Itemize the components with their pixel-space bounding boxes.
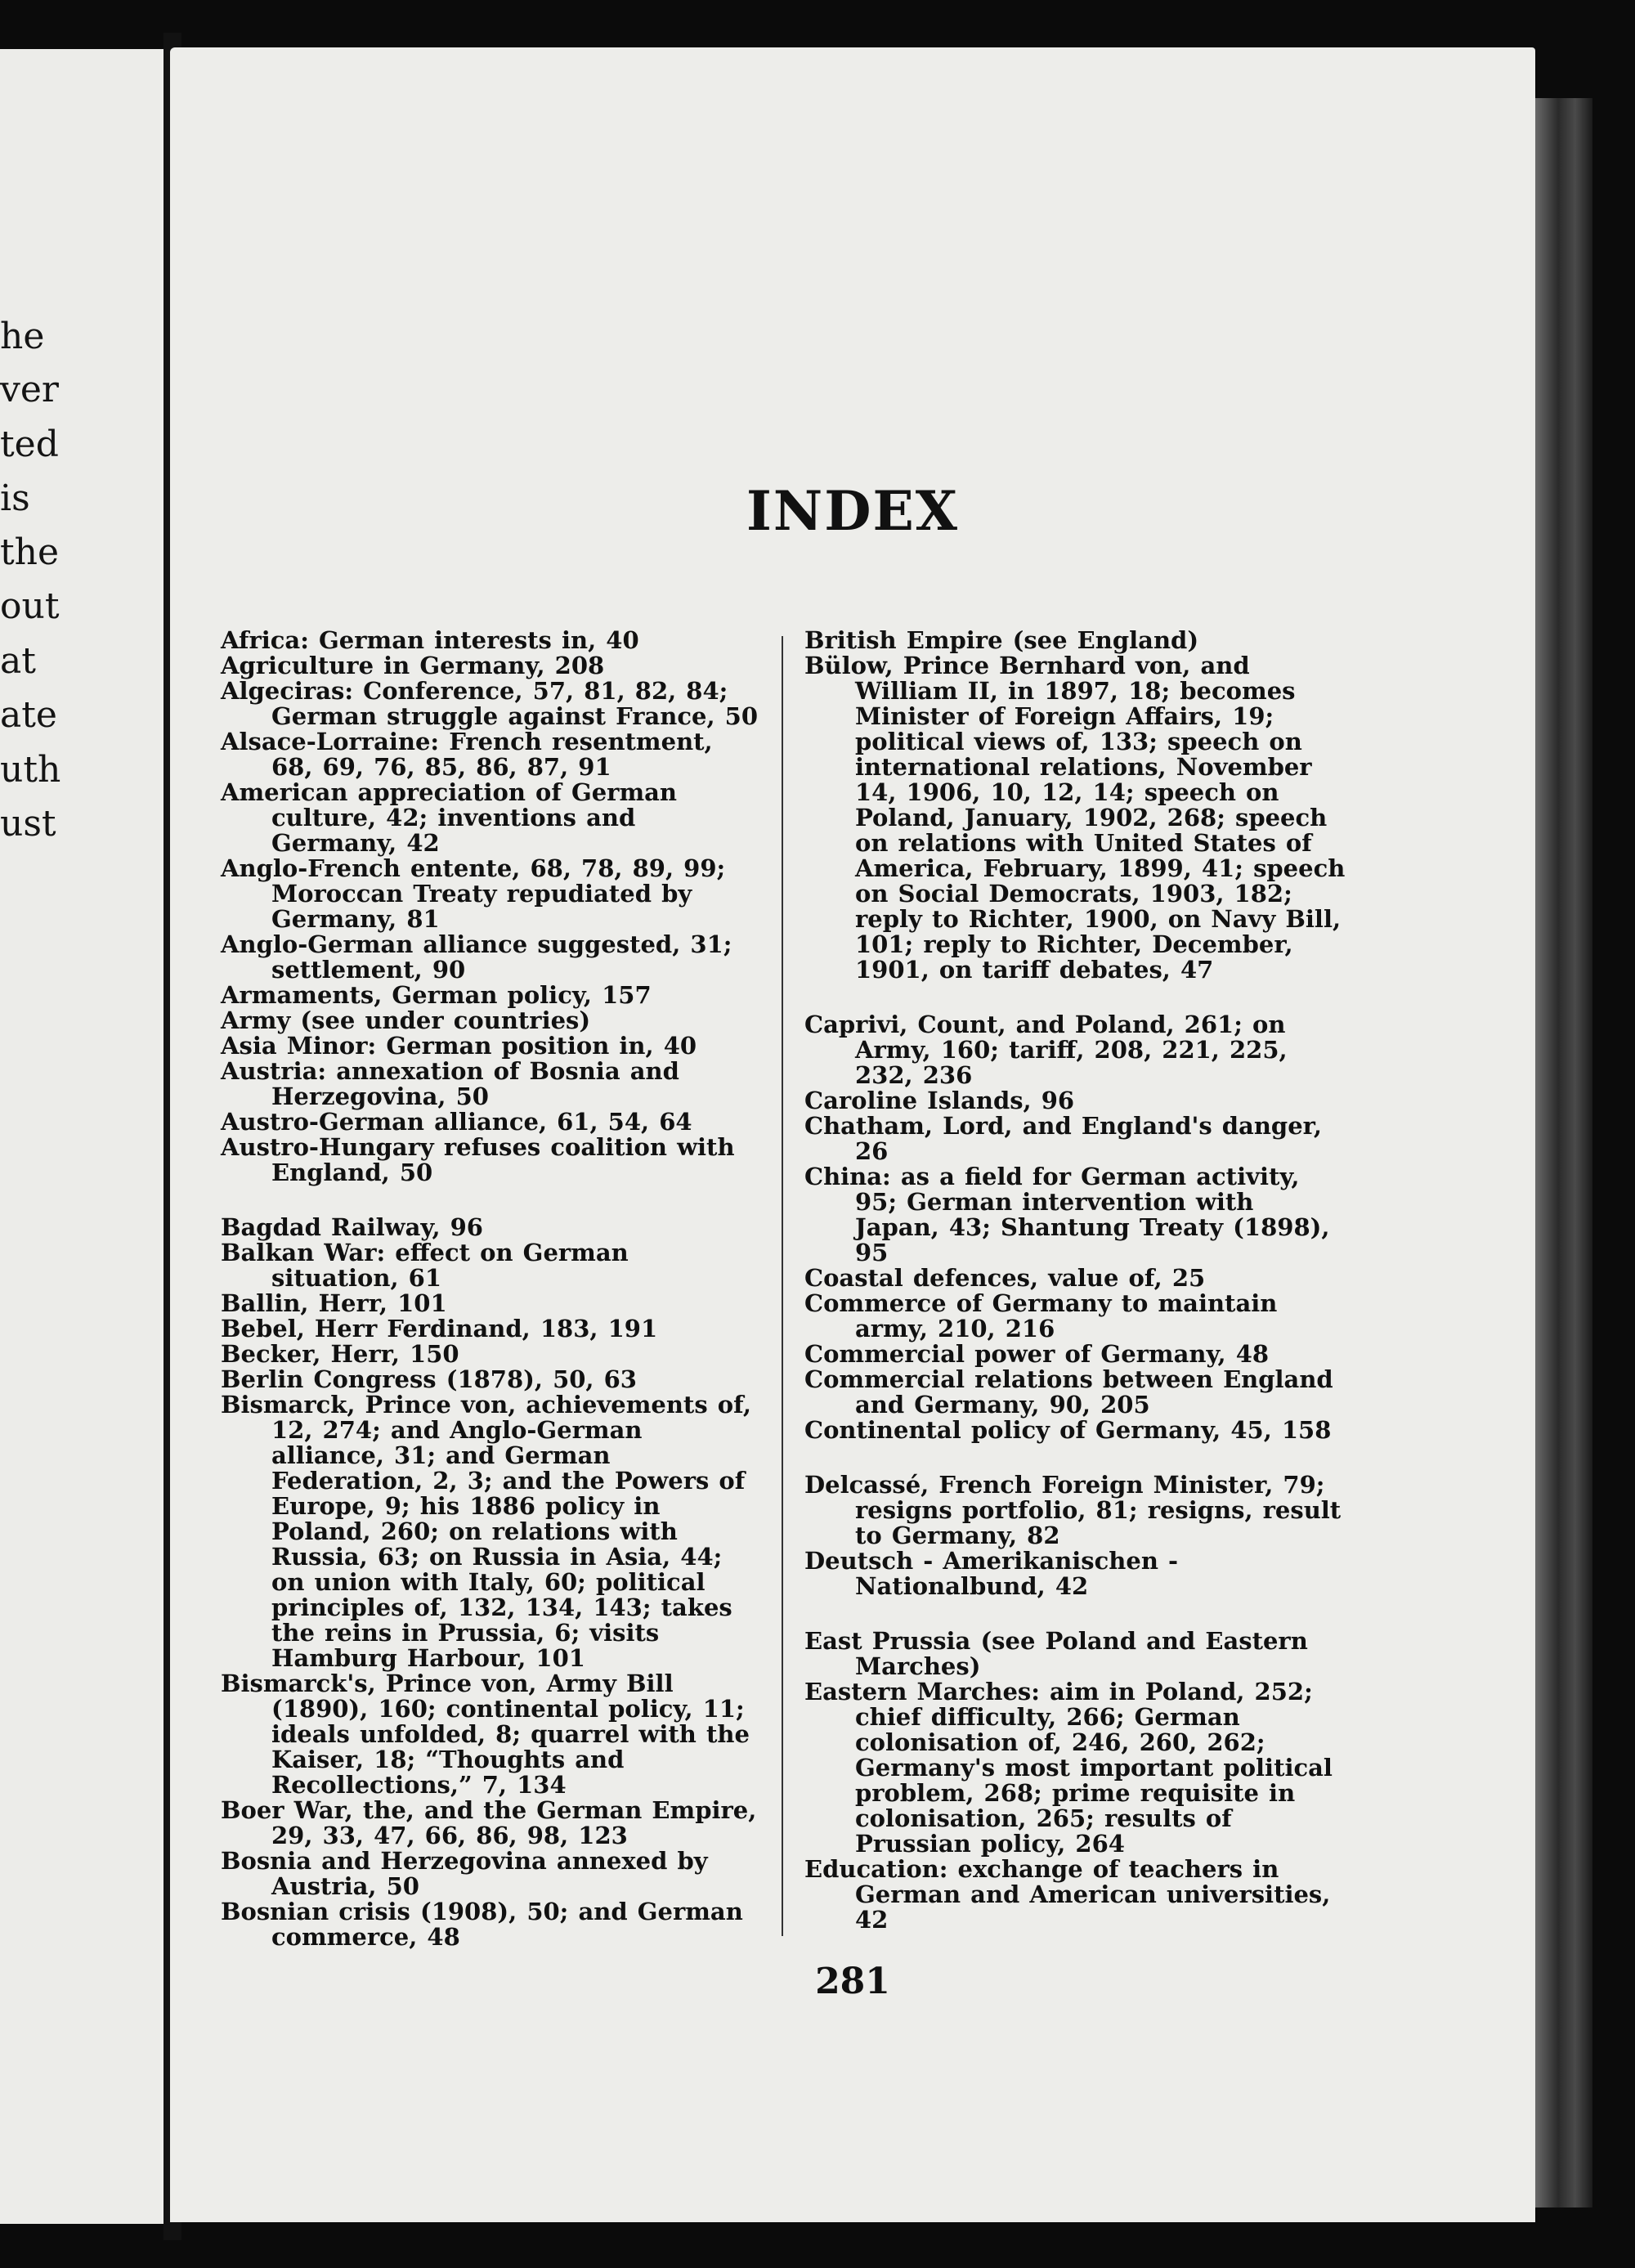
text-fragment: he	[0, 316, 45, 357]
index-entry: Bismarck's, Prince von, Army Bill (1890), 160; continental policy, 11; ideals unfolded, 8; quarrel with the Kaiser, 18; “Thoughts and Recollections,” 7, 134	[221, 1670, 750, 1799]
index-entry: American appreciation of German culture, 42; inventions and Germany, 42	[221, 778, 678, 857]
index-entry: Armaments, German policy, 157	[221, 981, 652, 1009]
page-title: INDEX	[746, 479, 959, 543]
index-entry: Bosnian crisis (1908), 50; and German commerce, 48	[221, 1898, 743, 1951]
index-column-right	[804, 628, 1346, 1933]
index-entry: Austria: annexation of Bosnia and Herzegovina, 50	[221, 1057, 679, 1110]
index-entry: Education: exchange of teachers in German and American universities, 42	[804, 1855, 1331, 1934]
index-page	[170, 47, 1535, 2222]
index-entry: Coastal defences, value of, 25	[804, 1264, 1206, 1292]
index-entry: Asia Minor: German position in, 40	[221, 1032, 697, 1060]
index-entry: Bebel, Herr Ferdinand, 183, 191	[221, 1315, 658, 1342]
text-fragment: ate	[0, 694, 57, 736]
index-entry: East Prussia (see Poland and Eastern Marches)	[804, 1627, 1308, 1680]
index-entry: Berlin Congress (1878), 50, 63	[221, 1365, 637, 1393]
text-fragment: out	[0, 585, 60, 627]
index-entry: Becker, Herr, 150	[221, 1340, 459, 1368]
index-entry: Anglo-French entente, 68, 78, 89, 99; Moroccan Treaty repudiated by Germany, 81	[221, 854, 726, 933]
index-column-left	[221, 628, 762, 1950]
text-fragment: ver	[0, 369, 59, 410]
index-entry: Bismarck, Prince von, achievements of, 12, 274; and Anglo-German alliance, 31; and German Federation, 2, 3; and the Powers of Europe, 9; his 1886 policy in Poland, 260; on relations with Russia, 63; on Russia in Asia, 44; on union with Italy, 60; political principles of, 132, 134, 143; takes the reins in Prussia, 6; visits Hamburg Harbour, 101	[221, 1391, 752, 1672]
index-entry: Eastern Marches: aim in Poland, 252; chief difficulty, 266; German colonisation of, 246, 260, 262; Germany's most important political problem, 268; prime requisite in colonisation, 265; results of Prussian policy, 264	[804, 1678, 1333, 1858]
index-entry: Balkan War: effect on German situation, 61	[221, 1239, 629, 1292]
index-entry: Agriculture in Germany, 208	[221, 652, 605, 679]
index-entry: Caroline Islands, 96	[804, 1087, 1075, 1114]
index-entry: Continental policy of Germany, 45, 158	[804, 1416, 1332, 1444]
index-entry: Commercial power of Germany, 48	[804, 1340, 1270, 1368]
index-entry: Caprivi, Count, and Poland, 261; on Army, 160; tariff, 208, 221, 225, 232, 236	[804, 1011, 1288, 1089]
index-entry: Alsace-Lorraine: French resentment, 68, 69, 76, 85, 86, 87, 91	[221, 728, 713, 781]
index-entry: Bosnia and Herzegovina annexed by Austria, 50	[221, 1847, 708, 1900]
index-entry: Algeciras: Conference, 57, 81, 82, 84; German struggle against France, 50	[221, 677, 759, 730]
index-entry: Army (see under countries)	[221, 1006, 591, 1034]
index-entry: Bülow, Prince Bernhard von, and William II, in 1897, 18; becomes Minister of Foreign Affairs, 19; political views of, 133; speech on international relations, November 14, 1906, 10, 12, 14; speech on Poland, January, 1902, 268; speech on relations with United States of America, February, 1899, 41; speech on Social Democrats, 1903, 182; reply to Richter, 1900, on Navy Bill, 101; reply to Richter, December, 1901, on tariff debates, 47	[804, 652, 1346, 984]
text-fragment: uth	[0, 749, 61, 791]
index-entry: Ballin, Herr, 101	[221, 1289, 447, 1317]
index-entry: Chatham, Lord, and England's danger, 26	[804, 1112, 1322, 1165]
index-entry: China: as a field for German activity, 95; German intervention with Japan, 43; Shantung Treaty (1898), 95	[804, 1163, 1330, 1266]
page-number: 281	[815, 1961, 890, 2002]
previous-page	[0, 49, 164, 2224]
text-fragment: the	[0, 531, 60, 573]
page-edge-shadow	[1535, 98, 1592, 2207]
index-entry: Deutsch - Amerikanischen - Nationalbund, 42	[804, 1547, 1179, 1600]
index-entry: Bagdad Railway, 96	[221, 1213, 483, 1241]
index-entry: Commerce of Germany to maintain army, 210, 216	[804, 1289, 1278, 1342]
text-fragment: at	[0, 640, 36, 682]
index-entry: Austro-Hungary refuses coalition with England, 50	[221, 1133, 735, 1186]
index-entry: Austro-German alliance, 61, 54, 64	[221, 1108, 692, 1136]
index-entry: Anglo-German alliance suggested, 31; settlement, 90	[221, 930, 732, 984]
text-fragment: ted	[0, 424, 59, 465]
column-divider	[782, 636, 783, 1936]
index-entry: Africa: German interests in, 40	[221, 626, 639, 654]
text-fragment: ust	[0, 803, 56, 845]
index-entry: Delcassé, French Foreign Minister, 79; resigns portfolio, 81; resigns, result to Germany, 82	[804, 1471, 1342, 1549]
index-entry: British Empire (see England)	[804, 626, 1199, 654]
index-entry: Commercial relations between England and Germany, 90, 205	[804, 1365, 1333, 1419]
text-fragment: is	[0, 477, 30, 519]
index-entry: Boer War, the, and the German Empire, 29, 33, 47, 66, 86, 98, 123	[221, 1796, 757, 1849]
